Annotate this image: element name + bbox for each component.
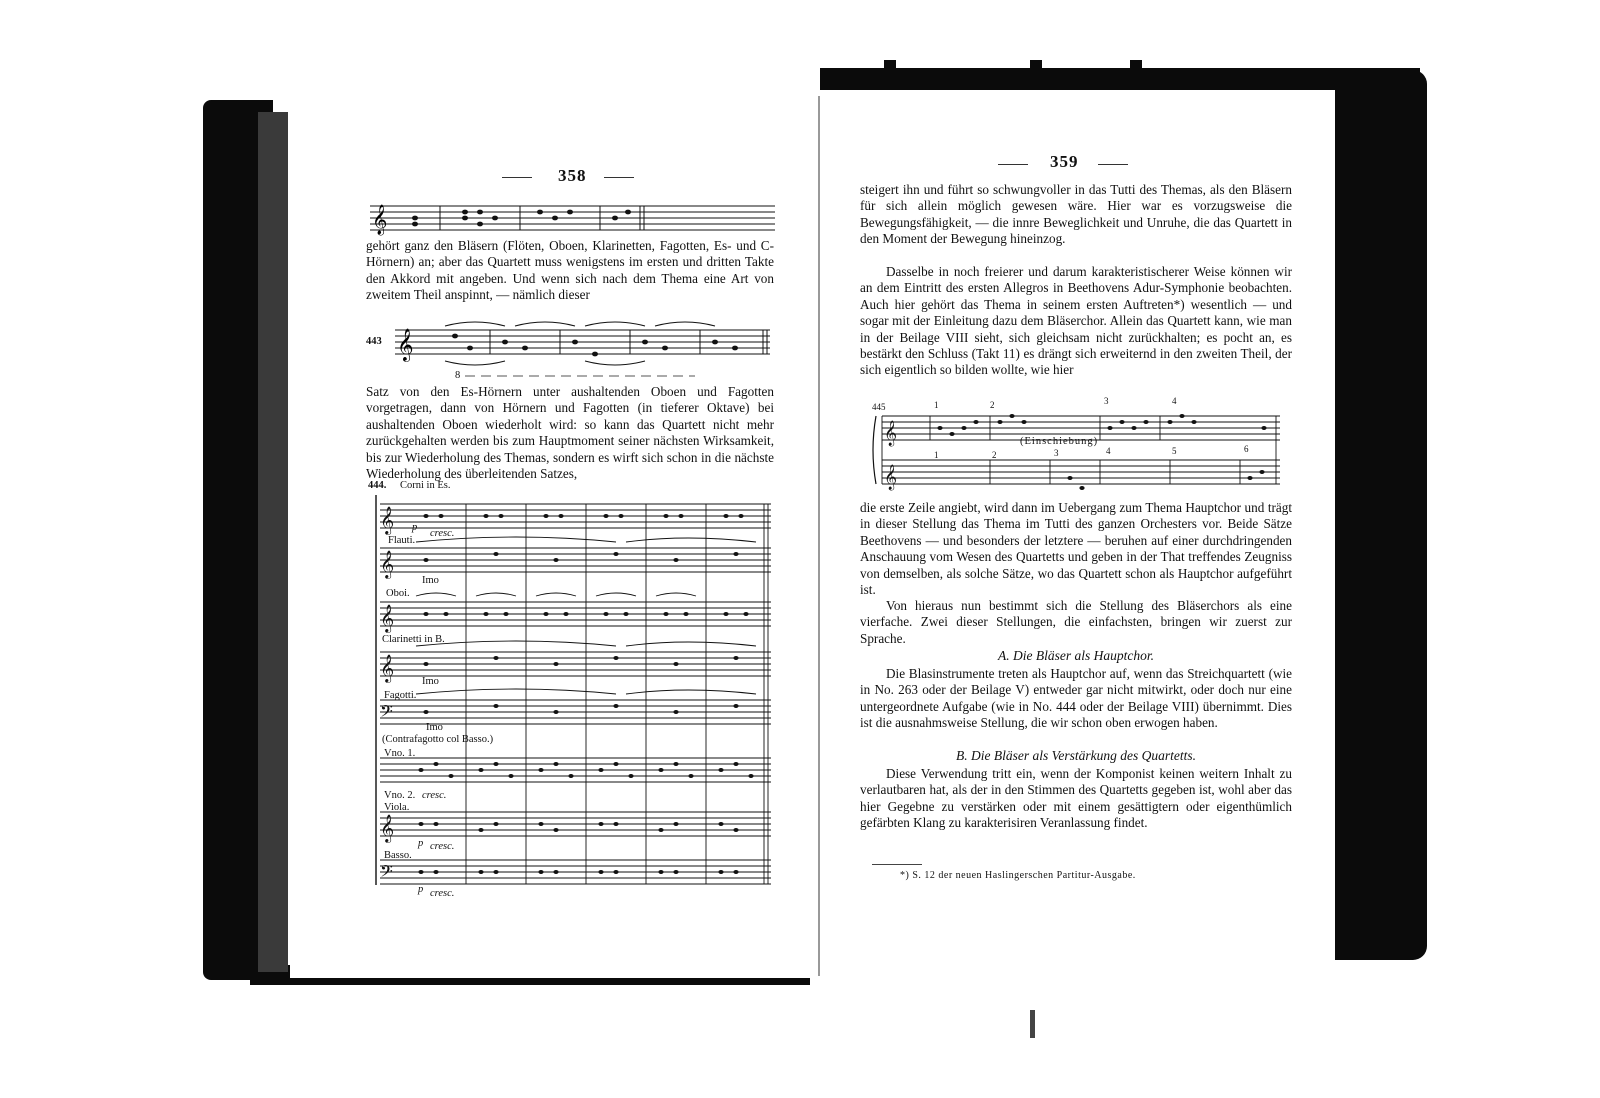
paragraph-text: Dasselbe in noch freierer und darum karakteristischerer Weise können wir an dem Eintritt des ersten Allegros in Beethovens Adur-Symphonie beobachten. Auch hier gehört das Thema in seinem ersten Auftreten*) wesentlich — und sogar mit der Einleitung dazu dem Bläserchor. Allein das Quartett kann, wie man in der Beilage VIII sieht, sich gleichsam nicht zurückhalten; es pocht an, es bestärkt den Schluss (Takt 11) es drängt sich erweiternd in den zweiten Theil, der sich eigentlich so bilden wollte, wie hier	[860, 264, 1292, 378]
label-clarinetti: Clarinetti in B.	[382, 634, 445, 645]
paragraph-text: die erste Zeile angiebt, wird dann im Uebergang zum Thema Hauptchor und trägt in dieser Stellung das Thema im Tutti des ganzen Orchesters vor. Beide Sätze Beethovens — und besonders der letztere — beruhen auf einer durchdringenden Anschauung vom Wesen des Quartetts und geben in der That treffendes Zeugniss von demselben, als solche Sätze, wo das Quartett schon als Hauptchor aufgeführt ist.	[860, 500, 1292, 598]
svg-text:𝄞: 𝄞	[884, 465, 898, 490]
svg-text:𝄞: 𝄞	[380, 550, 395, 578]
label-p-basso: p	[418, 884, 424, 895]
bookmark-ribbon-2	[1030, 60, 1042, 94]
bar-number-top-2: 2	[990, 400, 995, 410]
page-number-left: 358	[558, 166, 587, 185]
example-number-445: 445	[872, 402, 886, 412]
svg-text:𝄞: 𝄞	[372, 205, 388, 235]
left-paragraph-1	[366, 238, 774, 304]
bar-number-bottom-6: 6	[1244, 444, 1249, 454]
svg-text:𝄞: 𝄞	[380, 814, 395, 842]
book-spine	[818, 96, 820, 976]
paragraph-text: Diese Verwendung tritt ein, wenn der Komponist keinen weitern Inhalt zu verlautbaren hat, als der in den Stimmen des Quartetts gegeben ist, wohl aber das hier Gegebne zu verstärken oder mit einem gesättigtern oder eigenthümlich gefärbten Klang zu karakterisiren Veranlassung findet.	[860, 766, 1292, 831]
orchestral-score-444	[366, 490, 776, 890]
bar-number-top-4: 4	[1172, 396, 1177, 406]
page-number-rule	[502, 177, 532, 178]
page-number-rule	[1098, 164, 1128, 165]
book-top-edge	[820, 68, 1420, 90]
paragraph-text: Satz von den Es-Hörnern unter aushaltenden Oboen und Fagotten vorgetragen, dann von Hörnern und Fagotten (in tieferer Oktave) bei aushaltenden Oboen wiederholt wird: so kann das Quartett nicht mehr zurückgehalten werden bis zum Hauptmoment seiner nächsten Wirksamkeit, bis zur Wiederholung des Themas, sondern es wirft sich schon in die nächste Wiederholung des überleitenden Satzes,	[366, 384, 774, 482]
example-label-einschiebung: (Einschiebung)	[1020, 436, 1099, 447]
label-cresc-basso: cresc.	[430, 888, 455, 899]
svg-text:𝄞: 𝄞	[397, 328, 414, 361]
label-corni: Corni in Es.	[400, 480, 451, 491]
label-contrafagotto: (Contrafagotto col Basso.)	[382, 734, 494, 745]
bar-number-bottom-1: 1	[934, 450, 939, 460]
right-paragraph-1	[860, 182, 1292, 248]
left-paragraph-2	[366, 384, 774, 482]
bookmark-ribbon-3	[1130, 60, 1142, 94]
bar-number-bottom-4: 4	[1106, 446, 1111, 456]
paragraph-text: Von hieraus nun bestimmt sich die Stellung des Bläserchors als eine vierfache. Zwei dieser Stellungen, die einfachsten, bringen wir zuerst zur Sprache.	[860, 598, 1292, 646]
right-paragraph-3	[860, 500, 1292, 598]
label-viola: Viola.	[384, 802, 410, 813]
paragraph-text: steigert ihn und führt so schwungvoller in das Tutti des Themas, als den Bläsern für sich allein möglich gewesen wäre. Hier war es vorzugsweise die Bewegungsfähigkeit, — die innre Beweglichkeit und Unruhe, die das Quartett in den Moment der Bewegung hineinzog.	[860, 182, 1292, 247]
label-flauti: Flauti.	[388, 535, 416, 546]
svg-text:𝄞: 𝄞	[380, 654, 395, 682]
bar-number-bottom-5: 5	[1172, 446, 1177, 456]
book-cover-right	[1335, 70, 1427, 960]
label-cresc-corni: cresc.	[430, 528, 455, 539]
label-cresc-viola: cresc.	[430, 841, 455, 852]
label-vno2: Vno. 2.	[384, 790, 416, 801]
paragraph-text: Die Blasinstrumente treten als Hauptchor auf, wenn das Streichquartett (wie in No. 263 oder der Beilage V) entweder gar nicht mitwirkt, oder doch nur eine untergeordnete Aufgabe (wie in No. 444 oder der Beilage VIII) übernimmt. Dies ist die ausnahmsweise Stellung, die wir schon oben erwogen haben.	[860, 666, 1292, 731]
music-staff-top	[370, 198, 775, 238]
left-page	[290, 98, 820, 978]
footnote-rule	[872, 864, 922, 865]
label-vno1: Vno. 1.	[384, 748, 416, 759]
svg-text:𝄞: 𝄞	[380, 506, 395, 534]
octave-mark: 8	[455, 370, 461, 381]
example-number-443: 443	[366, 336, 382, 347]
svg-text:𝄢: 𝄢	[380, 701, 393, 725]
string-mark	[1030, 1010, 1035, 1038]
page-stack-left	[258, 112, 288, 972]
right-paragraph-2	[860, 264, 1292, 379]
label-basso: Basso.	[384, 850, 412, 861]
right-paragraph-4	[860, 598, 1292, 647]
footnote: *) S. 12 der neuen Haslingerschen Partitur-Ausgabe.	[900, 870, 1136, 881]
music-staff-example-445	[870, 402, 1285, 497]
bar-number-bottom-2: 2	[992, 450, 997, 460]
svg-text:𝄞: 𝄞	[380, 604, 395, 632]
label-fagotti: Fagotti.	[384, 690, 417, 701]
label-imo-fagotti: Imo	[426, 722, 443, 733]
label-oboi: Oboi.	[386, 588, 410, 599]
label-p-viola: p	[418, 838, 424, 849]
bar-number-bottom-3: 3	[1054, 448, 1059, 458]
label-imo-clarinetti: Imo	[422, 676, 439, 687]
paragraph-text: gehört ganz den Bläsern (Flöten, Oboen, Klarinetten, Fagotten, Es- und C-Hörnern) an; aber das Quartett muss wenigstens im ersten und dritten Takte den Akkord mit angeben. Und wenn sich nach dem Thema eine Art von zweitem Theil anspinnt, — nämlich dieser	[366, 238, 774, 303]
right-page	[822, 90, 1334, 970]
music-staff-example-443	[395, 316, 775, 386]
label-p-corni: p	[412, 522, 418, 533]
heading-b: B. Die Bläser als Verstärkung des Quartetts.	[956, 748, 1196, 763]
bar-number-top-1: 1	[934, 400, 939, 410]
right-paragraph-5	[860, 666, 1292, 732]
heading-a: A. Die Bläser als Hauptchor.	[998, 648, 1154, 663]
right-paragraph-6	[860, 766, 1292, 832]
page-number-right: 359	[1050, 152, 1079, 171]
example-number-444: 444.	[368, 480, 387, 491]
label-imo-flauti: Imo	[422, 575, 439, 586]
svg-text:𝄢: 𝄢	[380, 861, 393, 885]
bookmark-ribbon-1	[884, 60, 896, 94]
page-number-rule	[998, 164, 1028, 165]
bar-number-top-3: 3	[1104, 396, 1109, 406]
page-number-rule	[604, 177, 634, 178]
svg-text:𝄞: 𝄞	[884, 421, 898, 446]
label-cresc-vno2: cresc.	[422, 790, 447, 801]
